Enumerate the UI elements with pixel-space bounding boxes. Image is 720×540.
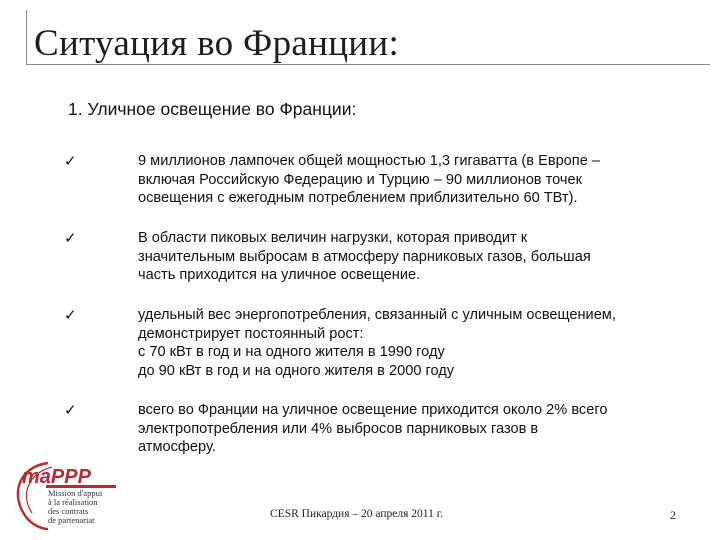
logo-tagline-line: des contrats xyxy=(48,506,89,516)
logo-wordmark: maPPP xyxy=(22,466,91,488)
section-heading: 1. Уличное освещение во Франции: xyxy=(68,99,357,119)
bullet-line: В области пиковых величин нагрузки, которая приводит к xyxy=(138,230,528,246)
logo-tagline-line: Mission d'appui xyxy=(48,488,103,498)
bullet-text xyxy=(138,229,698,285)
bullet-text xyxy=(138,152,698,208)
checkmark-icon: ✓ xyxy=(64,401,77,419)
bullet-line: 9 миллионов лампочек общей мощностью 1,3 гигаватта (в Европе – xyxy=(138,153,600,169)
bullet-line: освещения с ежегодным потреблением приблизительно 60 ТВт). xyxy=(138,190,578,206)
checkmark-icon: ✓ xyxy=(64,306,77,324)
page-number: 2 xyxy=(670,508,676,522)
logo-tagline-line: de partenariat xyxy=(48,515,95,525)
logo-tagline-line: à la réalisation xyxy=(48,497,98,507)
bullet-line: включая Российскую Федерацию и Турцию – 90 миллионов точек xyxy=(138,171,583,188)
bullet-line: демонстрирует постоянный рост: xyxy=(138,325,364,342)
bullet-line: электропотребления или 4% выбросов парниковых газов в xyxy=(138,420,539,437)
bullet-line: удельный вес энергопотребления, связанный с уличным освещением, xyxy=(138,307,616,323)
bullet-line: атмосферу. xyxy=(138,439,216,455)
logo-tagline xyxy=(48,489,102,525)
bullet-line: всего во Франции на уличное освещение приходится около 2% всего xyxy=(138,402,608,418)
bullet-text xyxy=(138,401,698,457)
bullet-line: часть приходится на уличное освещение. xyxy=(138,267,421,283)
bullet-line: значительным выбросам в атмосферу парниковых газов, большая xyxy=(138,248,591,265)
slide-title: Ситуация во Франции: xyxy=(34,23,400,64)
checkmark-icon: ✓ xyxy=(64,229,77,247)
bullet-line: с 70 кВт в год и на одного жителя в 1990 году xyxy=(138,344,445,360)
bullet-line: до 90 кВт в год и на одного жителя в 2000 году xyxy=(138,362,455,379)
slide-footer: CESR Пикардия – 20 апреля 2011 г. xyxy=(270,508,443,520)
title-frame-left-rule xyxy=(26,10,27,64)
checkmark-icon: ✓ xyxy=(64,152,77,170)
bullet-text xyxy=(138,306,698,380)
